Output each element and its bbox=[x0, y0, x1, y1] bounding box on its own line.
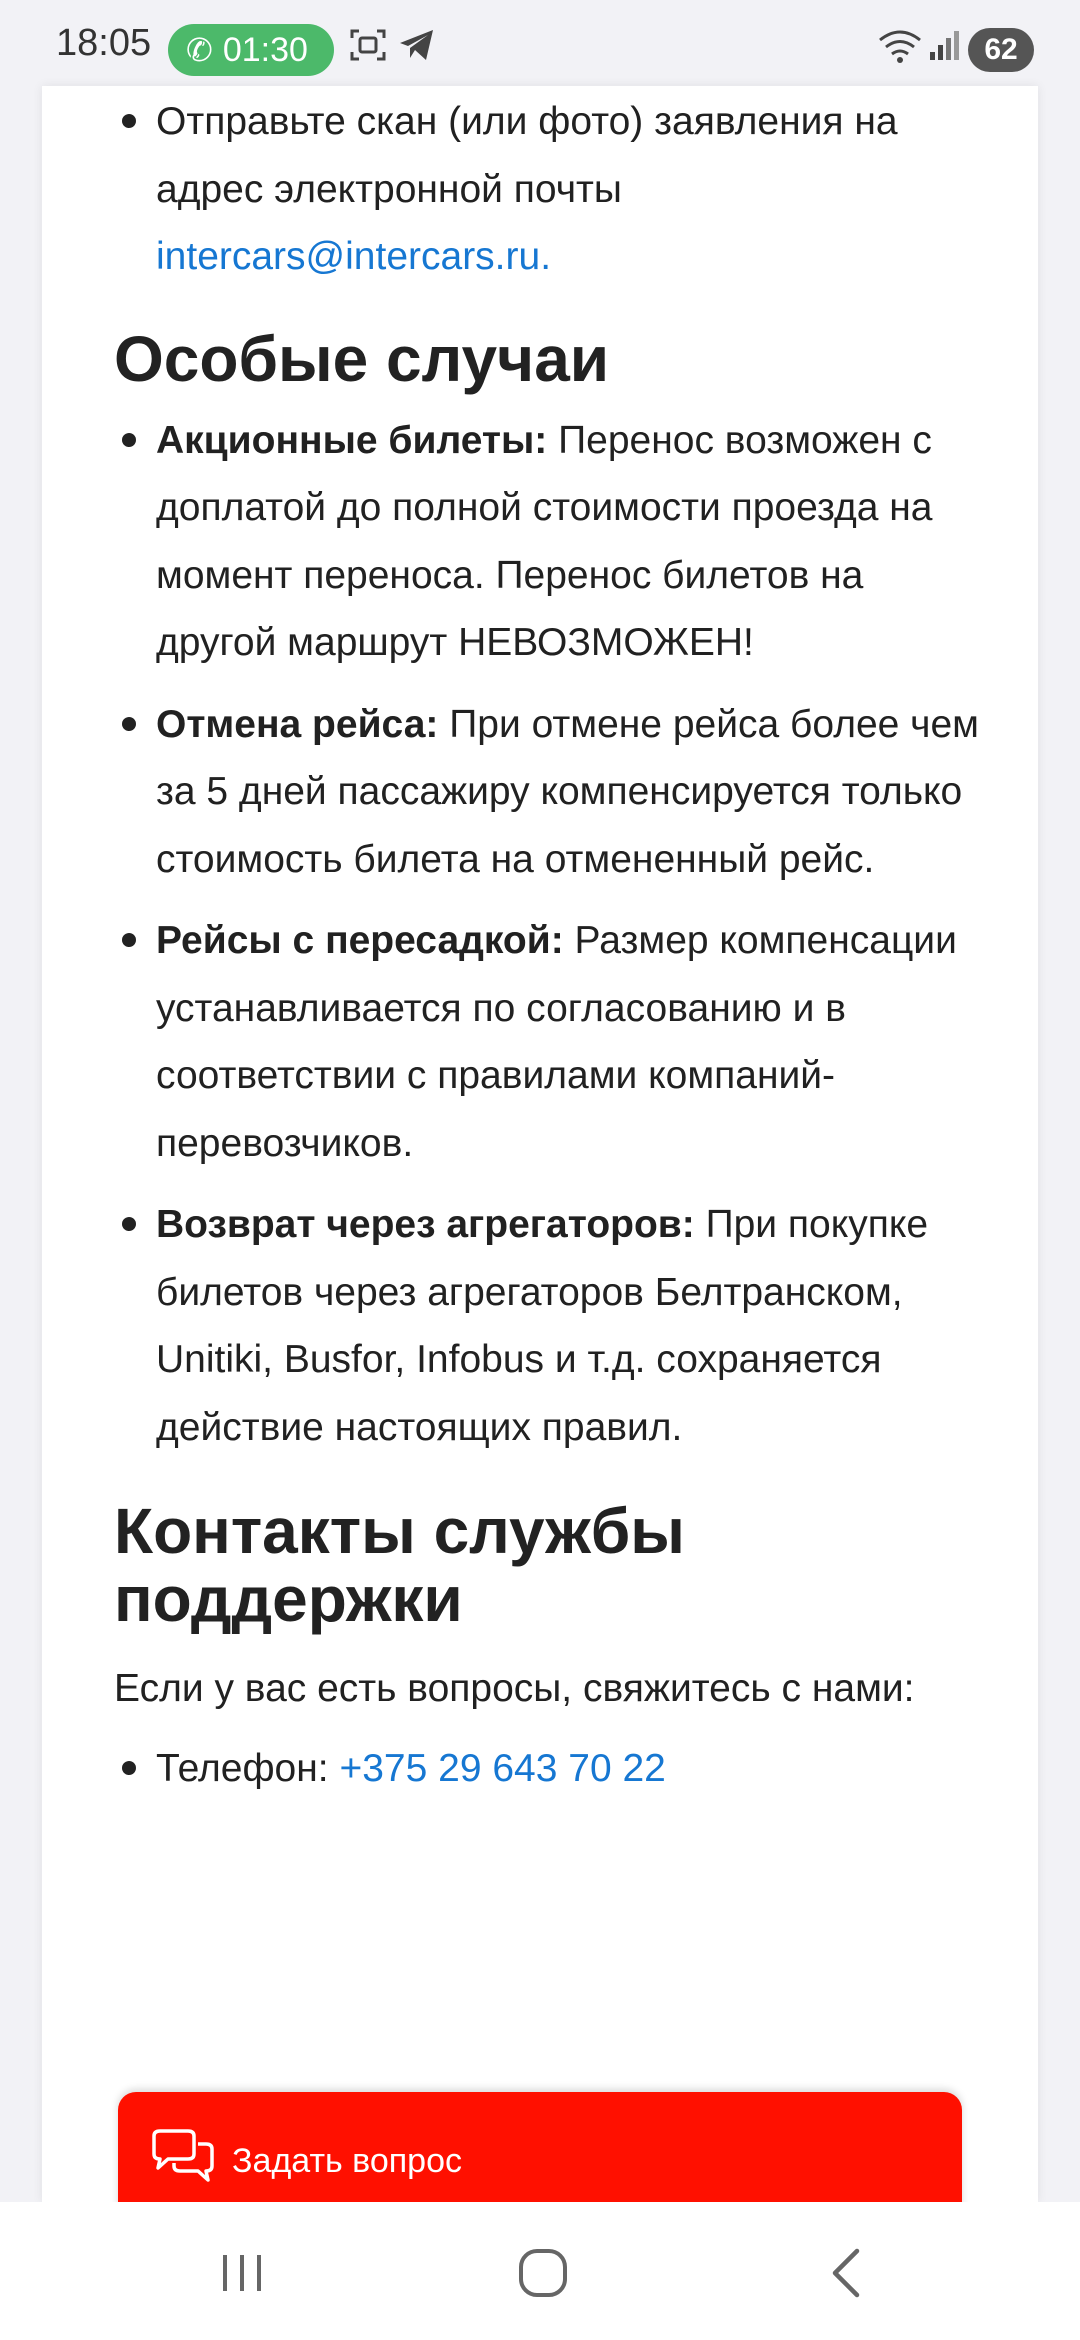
item-label: Отмена рейса: bbox=[156, 702, 439, 746]
bullet-icon bbox=[122, 1217, 136, 1231]
recent-apps-button[interactable] bbox=[207, 2238, 277, 2308]
telegram-icon bbox=[398, 28, 436, 71]
navigation-bar bbox=[0, 2202, 1080, 2340]
item-text: Размер компенсации устанавливается по согласованию и в соответствии с правилами компаний-перевозчиков. bbox=[156, 919, 957, 1165]
intro-list bbox=[114, 88, 994, 291]
list-item bbox=[114, 407, 994, 677]
home-button[interactable] bbox=[508, 2238, 578, 2308]
signal-icon bbox=[928, 28, 962, 71]
chat-bubbles-icon bbox=[148, 2128, 218, 2184]
special-cases-heading: Особые случаи bbox=[114, 322, 610, 395]
bullet-icon bbox=[122, 114, 136, 128]
call-timer: 01:30 bbox=[222, 30, 308, 69]
bullet-icon bbox=[122, 1761, 136, 1775]
support-heading: Контакты службы поддержки bbox=[114, 1495, 685, 1635]
battery-indicator: 62 bbox=[968, 28, 1034, 72]
ongoing-call-pill[interactable] bbox=[168, 24, 334, 76]
special-cases-list bbox=[114, 407, 994, 1462]
back-icon bbox=[827, 2247, 867, 2299]
list-item bbox=[114, 691, 994, 894]
screenshot-icon bbox=[350, 28, 386, 71]
item-label: Возврат через агрегаторов: bbox=[156, 1203, 695, 1246]
phone-label: Телефон: bbox=[156, 1746, 340, 1790]
email-link[interactable]: intercars@intercars.ru. bbox=[156, 235, 552, 278]
status-time: 18:05 bbox=[56, 22, 152, 64]
support-intro: Если у вас есть вопросы, свяжитесь с нами: bbox=[114, 1667, 915, 1710]
list-item bbox=[114, 88, 994, 291]
ask-question-label: Задать вопрос bbox=[232, 2142, 462, 2180]
content-card bbox=[42, 86, 1038, 2202]
bullet-icon bbox=[122, 433, 136, 447]
phone-icon: ✆ bbox=[186, 32, 213, 68]
home-icon bbox=[517, 2247, 569, 2299]
item-text: При отмене рейса более чем за 5 дней пассажиру компенсируется только стоимость билета на отмененный рейс. bbox=[156, 702, 979, 881]
list-item bbox=[114, 1191, 994, 1461]
list-item bbox=[114, 1735, 994, 1803]
bullet-icon bbox=[122, 717, 136, 731]
item-label: Акционные билеты: bbox=[156, 418, 548, 462]
support-list bbox=[114, 1735, 994, 1803]
phone-link[interactable]: +375 29 643 70 22 bbox=[339, 1746, 666, 1790]
status-bar bbox=[0, 0, 1080, 86]
back-button[interactable] bbox=[812, 2238, 882, 2308]
list-item bbox=[114, 907, 994, 1177]
bullet-icon bbox=[122, 933, 136, 947]
article-content bbox=[114, 86, 994, 1816]
intro-bullet-text: Отправьте скан (или фото) заявления на адрес электронной почты bbox=[156, 100, 898, 211]
recent-apps-icon bbox=[217, 2251, 267, 2295]
item-text: Перенос возможен с доплатой до полной стоимости проезда на момент переноса. Перенос билетов на другой маршрут НЕВОЗМОЖЕН! bbox=[156, 418, 933, 664]
item-label: Рейсы с пересадкой: bbox=[156, 919, 564, 962]
item-text: При покупке билетов через агрегаторов Белтранском, Unitiki, Busfor, Infobus и т.д. сохраняется действие настоящих правил. bbox=[156, 1203, 929, 1449]
wifi-icon bbox=[878, 28, 922, 73]
